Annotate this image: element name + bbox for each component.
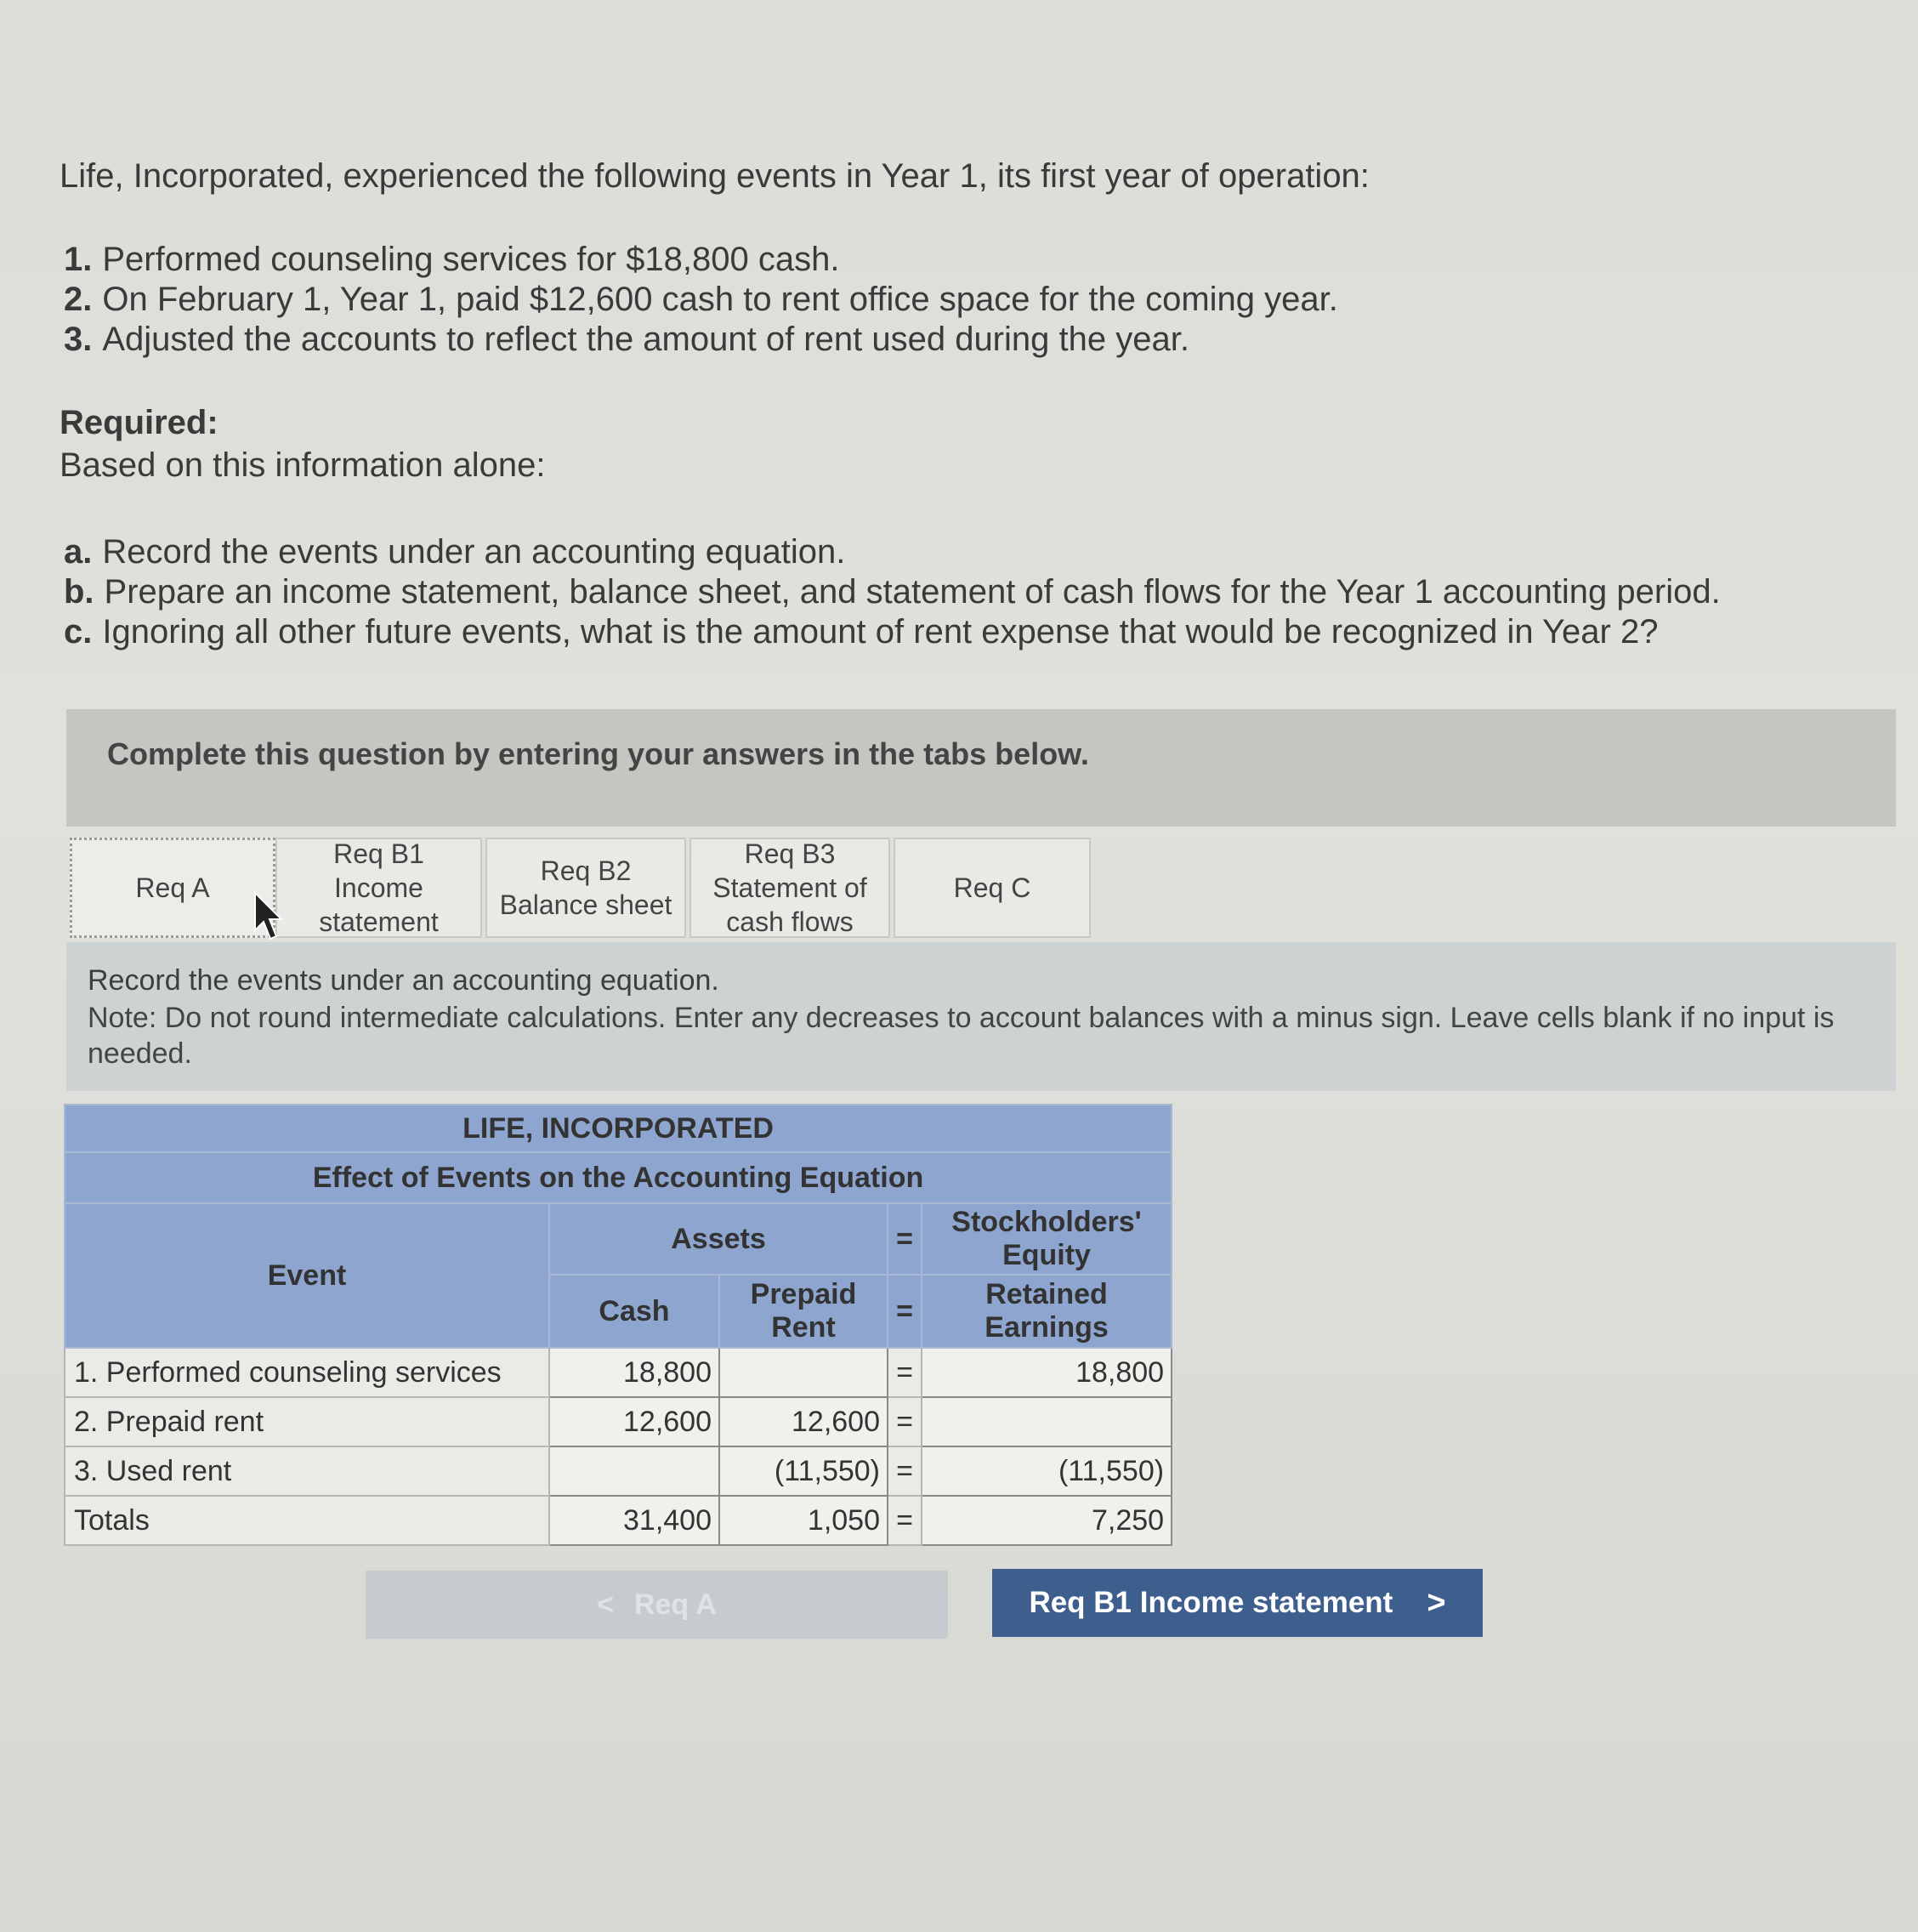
tab-req-b1[interactable]: Req B1 Income statement [275,838,482,938]
company-name: LIFE, INCORPORATED [65,1105,1172,1152]
equals-sign: = [888,1397,922,1446]
next-button-label: Req B1 Income statement [1029,1586,1393,1619]
cash-input[interactable] [549,1446,719,1496]
retained-earnings-input[interactable]: (11,550) [922,1446,1172,1496]
table-row [65,1348,1172,1397]
table-row [65,1446,1172,1496]
previous-button[interactable] [366,1571,948,1639]
required-heading: Required: [60,404,218,441]
instruction-note: Note: Do not round intermediate calculations. Enter any decreases to account balances with a minus sign. Leave cells blank if no input is needed. [88,1002,1835,1070]
event-list [64,240,1338,360]
tab-req-b2[interactable]: Req B2 Balance sheet [485,838,686,938]
list-item: b. Prepare an income statement, balance sheet, and statement of cash flows for the Year 1 accounting period. [64,573,1721,611]
event-column-header: Event [65,1203,549,1348]
cash-header: Cash [549,1275,719,1348]
prepaid-rent-input[interactable] [719,1348,888,1397]
retained-earnings-total: 7,250 [922,1496,1172,1545]
previous-button-label: Req A [633,1588,717,1621]
chevron-right-icon: > [1427,1584,1446,1621]
accounting-equation-table [64,1104,1172,1546]
tab-req-a[interactable]: Req A [70,838,275,938]
list-item: 1. Performed counseling services for $18,800 cash. [64,241,840,278]
equals-sign: = [888,1496,922,1545]
equals-sign: = [888,1203,922,1275]
instruction-panel [66,942,1896,1091]
assets-header: Assets [549,1203,888,1275]
chevron-left-icon: < [597,1588,614,1621]
table-subtitle: Effect of Events on the Accounting Equation [65,1152,1172,1203]
totals-label: Totals [65,1496,549,1545]
prepaid-rent-input[interactable]: 12,600 [719,1397,888,1446]
event-label: 1. Performed counseling services [65,1348,549,1397]
banner-text: Complete this question by entering your answers in the tabs below. [107,736,1089,771]
equals-sign: = [888,1446,922,1496]
cash-input[interactable]: 12,600 [549,1397,719,1446]
instructions-banner [66,709,1896,827]
retained-earnings-input[interactable]: 18,800 [922,1348,1172,1397]
cash-total: 31,400 [549,1496,719,1545]
event-label: 2. Prepaid rent [65,1397,549,1446]
cash-input[interactable]: 18,800 [549,1348,719,1397]
equals-sign: = [888,1348,922,1397]
requirement-list [64,532,1721,652]
table-row [65,1397,1172,1446]
mouse-cursor-icon [252,891,286,942]
problem-intro: Life, Incorporated, experienced the following events in Year 1, its first year of operation: [60,157,1370,195]
retained-earnings-header: Retained Earnings [922,1275,1172,1348]
tab-req-b3[interactable]: Req B3 Statement of cash flows [689,838,890,938]
equity-header: Stockholders' Equity [922,1203,1172,1275]
retained-earnings-input[interactable] [922,1397,1172,1446]
totals-row [65,1496,1172,1545]
list-item: 3. Adjusted the accounts to reflect the amount of rent used during the year. [64,321,1189,358]
prepaid-rent-header: Prepaid Rent [719,1275,888,1348]
event-label: 3. Used rent [65,1446,549,1496]
list-item: a. Record the events under an accounting equation. [64,533,846,571]
instruction-text: Record the events under an accounting equation. [88,964,719,997]
tab-req-c[interactable]: Req C [894,838,1091,938]
based-on-text: Based on this information alone: [60,446,546,484]
list-item: 2. On February 1, Year 1, paid $12,600 cash to rent office space for the coming year. [64,281,1338,318]
prepaid-rent-input[interactable]: (11,550) [719,1446,888,1496]
list-item: c. Ignoring all other future events, what is the amount of rent expense that would be recognized in Year 2? [64,613,1659,651]
next-button[interactable] [992,1569,1483,1637]
equals-sign: = [888,1275,922,1348]
prepaid-rent-total: 1,050 [719,1496,888,1545]
